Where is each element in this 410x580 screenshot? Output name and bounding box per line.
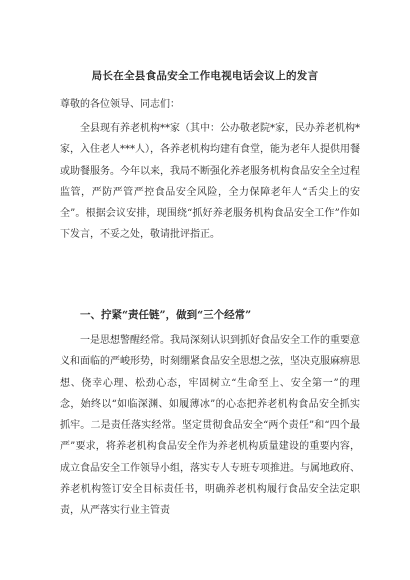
- body-paragraph-1: 全县现有养老机构**家（其中：公办敬老院*家，民办养老机构*家，入住老人***人），各养老机构均建有食堂，能为老年人提供用餐或助餐服务。今年以来，我局不断强化养老服务机构食品安全全过程监管，严防严管严控食品安全风险，全力保障老年人“舌尖上的安全”。根据会议安排，现围绕“抓好养老服务机构食品安全工作”作如下发言，不妥之处，敬请批评指正。: [60, 123, 360, 241]
- salutation: 尊敬的各位领导、同志们：: [60, 99, 180, 110]
- section-heading: 一、拧紧“责任链”，做到“三个经常”: [80, 309, 252, 321]
- document-title: 局长在全县食品安全工作电视电话会议上的发言: [91, 70, 319, 82]
- body-paragraph-2: 一是思想警醒经常。我局深刻认识到抓好食品安全工作的重要意义和面临的严峻形势，时刻绷紧食品安全思想之弦，坚决克服麻痹思想、侥幸心理、松劲心态，牢固树立“生命至上、安全第一”的理念，始终以“如临深渊、如履薄冰”的心态把养老机构食品安全抓实抓牢。二是责任落实经常。坚定贯彻食品安全“两个责任”和“四个最严”要求，将养老机构食品安全作为养老机构质量建设的重要内容，成立食品安全工作领导小组，落实专人专班专项推进。与属地政府、养老机构签订安全目标责任书，明确养老机构履行食品安全法定职责，从严落实行业主管责: [60, 335, 360, 517]
